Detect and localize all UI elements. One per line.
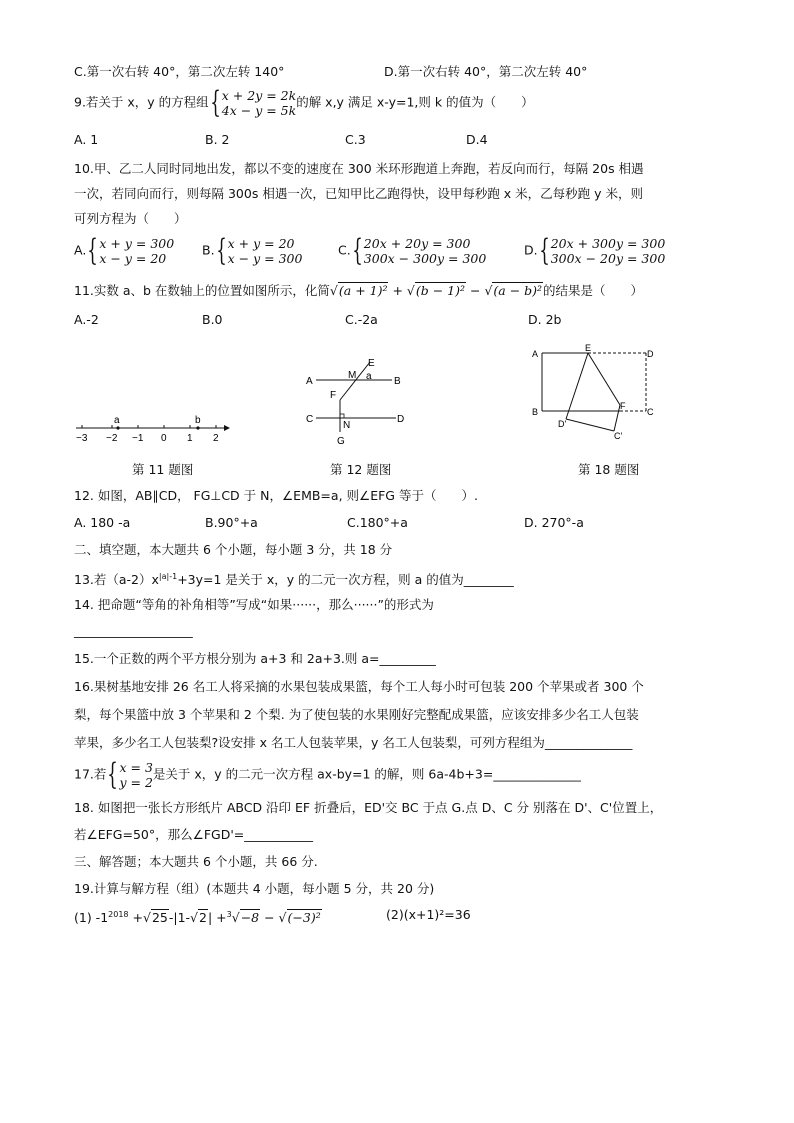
svg-text:C': C' [614,431,623,441]
svg-text:2: 2 [213,433,219,444]
q11-option-b: B.0 [202,312,223,327]
q9-option-d: D.4 [466,132,488,147]
svg-text:D: D [647,349,654,359]
q12-option-a: A. 180 -a [74,515,131,530]
caption-figure-11: 第 11 题图 [132,462,194,477]
caption-figure-18: 第 18 题图 [578,462,640,477]
q16-line-1: 16.果树基地安排 26 名工人将采摘的水果包装成果篮，每个工人每小时可包装 200 个苹果或者 300 个 [74,679,644,694]
q14-line-2: ___________________ [74,623,193,638]
svg-text:E: E [368,358,375,369]
svg-text:−2: −2 [106,433,118,444]
question-17: 17.若 { x = 3 y = 2 是关于 x，y 的二元一次方程 ax-by=1 的解，则 6a-4b+3=______________ [74,757,581,792]
q10-line-2: 一次，若同向而行，则每隔 300s 相遇一次，已知甲比乙跑得快，设甲每秒跑 x 米，乙每秒跑 y 米，则 [74,186,644,201]
q18-line-2: 若∠EFG=50°，那么∠FGD'=___________ [74,827,313,842]
q9-option-c: C.3 [345,132,366,147]
q12-option-d: D. 270°-a [524,515,584,530]
sqrt-neg3-squared: √(−3)² [278,910,321,926]
svg-text:−3: −3 [76,433,88,444]
question-9 [74,85,534,120]
q9-eq2: 4x − y = 5k [221,103,297,118]
svg-text:B: B [394,376,401,387]
q11-option-a: A.-2 [74,312,99,327]
q10-option-d: D. { 20x + 300y = 300 300x − 20y = 300 [524,233,666,268]
svg-text:A: A [306,376,313,387]
sqrt-25: √25 [142,910,168,926]
q9-option-a: A. 1 [74,132,99,147]
q8-option-c: C.第一次右转 40°，第二次左转 140° [74,64,285,79]
q12-option-b: B.90°+a [205,515,258,530]
svg-text:G: G [337,436,345,447]
section-2-heading: 二、填空题，本大题共 6 个小题，每小题 3 分，共 18 分 [74,542,393,557]
q8-option-d: D.第一次右转 40°，第二次左转 40° [384,64,588,79]
figure-11-number-line [72,412,232,448]
svg-text:1: 1 [187,433,193,444]
svg-text:−1: −1 [132,433,144,444]
svg-text:A: A [532,349,539,359]
point-a-label: a [114,415,120,426]
caption-figure-12: 第 12 题图 [330,462,392,477]
cube-root-neg8: √−8 [231,910,260,926]
q11-sqrt-3: √(a − b)² [484,283,543,298]
q18-line-1: 18. 如图把一张长方形纸片 ABCD 沿印 EF 折叠后，ED'交 BC 于点 G.点 D、C 分 别落在 D'、C'位置上， [74,800,663,815]
q9-system: { x + 2y = 2k 4x − y = 5k [209,85,297,120]
q11-option-d: D. 2b [528,312,562,327]
q10-option-a: A. { x + y = 300 x − y = 20 [74,233,175,268]
q16-line-2: 梨，每个果篮中放 3 个苹果和 2 个梨. 为了使包装的水果刚好完整配成果篮，应该安排多少名工人包装 [74,707,639,722]
question-13: 13.若$(a-2)x^{|a|-1}+3y=1$ 是关于 x，y 的二元一次方程，则 a 的值为________ [74,572,514,588]
q10-line-3: 可列方程为（ ） [74,211,187,226]
q16-line-3: 苹果，多少名工人包装梨?设安排 x 名工人包装苹果，y 名工人包装梨，可列方程组为______________ [74,735,633,750]
svg-text:F: F [330,390,337,401]
q11-sqrt-2: √(b − 1)² [406,283,466,298]
q9-prefix: 9.若关于 x，y 的方程组 [74,94,209,110]
question-12: 12. 如图，AB∥CD， FG⊥CD 于 N，∠EMB=a, 则∠EFG 等于（ ）. [74,488,478,503]
question-11: 11.实数 a、b 在数轴上的位置如图所示，化简√(a + 1)² + √(b − 1)² − √(a − b)²的结果是（ ） [74,283,644,298]
svg-text:a: a [366,371,372,382]
q19-part-1: (1) $-1^{2018} +√25-|1-√2| +^3√-8 - √(-3)^2$ [74,910,321,926]
q11-sqrt-1: √(a + 1)² [329,283,388,298]
svg-text:0: 0 [161,433,167,444]
svg-text:N: N [343,420,351,431]
figure-18 [528,343,658,443]
q9-eq1: x + 2y = 2k [221,88,297,103]
svg-text:M: M [348,370,357,381]
svg-text:E: E [585,343,592,353]
svg-text:B: B [532,407,539,417]
svg-text:D: D [397,414,405,425]
svg-text:D': D' [558,419,567,429]
q9-suffix: 的解 x,y 满足 x-y=1,则 k 的值为（ ） [296,94,534,110]
q10-line-1: 10.甲、乙二人同时同地出发，都以不变的速度在 300 米环形跑道上奔跑，若反向而行，每隔 20s 相遇 [74,161,644,176]
section-3-heading: 三、解答题；本大题共 6 个小题，共 66 分. [74,854,318,869]
q10-option-b: B. { x + y = 20 x − y = 300 [202,233,303,268]
q11-option-c: C.-2a [345,312,378,327]
q12-option-c: C.180°+a [347,515,408,530]
question-15: 15.一个正数的两个平方根分别为 a+3 和 2a+3.则 a=_________ [74,651,436,666]
q9-option-b: B. 2 [205,132,230,147]
svg-text:F: F [620,401,626,411]
sqrt-2: √2 [190,910,207,926]
q14-line-1: 14. 把命题“等角的补角相等”写成“如果······，那么······”的形式为 [74,597,434,612]
q10-option-c: C. { 20x + 20y = 300 300x − 300y = 300 [338,233,487,268]
svg-text:C: C [306,414,314,425]
q19-title: 19.计算与解方程（组）(本题共 4 小题，每小题 5 分，共 20 分) [74,881,435,896]
svg-text:C: C [647,407,654,417]
figure-12 [300,352,410,448]
point-b-label: b [195,415,201,426]
q19-part-2: (2)(x+1)²=36 [386,907,471,922]
